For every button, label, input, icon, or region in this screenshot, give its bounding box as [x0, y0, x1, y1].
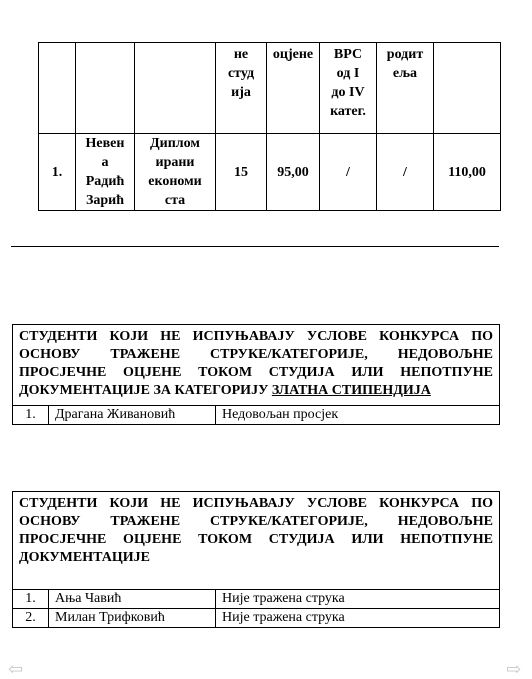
- ineligible-list: [13, 589, 499, 627]
- ineligible-students-box: [12, 491, 500, 628]
- item-name: Милан Трифковић: [49, 609, 216, 628]
- row-vrs: /: [320, 134, 377, 211]
- header-cell: [135, 43, 216, 134]
- header-grade: оцјене: [267, 43, 320, 134]
- scholarship-ranking-table: [38, 42, 501, 211]
- horizontal-divider: [11, 246, 499, 247]
- row-grade: 95,00: [267, 134, 320, 211]
- row-total: 110,00: [434, 134, 501, 211]
- row-profession: Диплом ирани економи ста: [135, 134, 216, 211]
- item-number: 2.: [13, 609, 49, 628]
- box-title: СТУДЕНТИ КОЈИ НЕ ИСПУЊАВАЈУ УСЛОВЕ КОНКУРСА ПО ОСНОВУ ТРАЖЕНЕ СТРУКЕ/КАТЕГОРИЈЕ, НЕДОВОЉНЕ ПРОСЈЕЧНЕ ОЦЈЕНЕ ТОКОМ СТУДИЈА ИЛИ НЕПОТПУНЕ ДОКУМЕНТАЦИЈЕ: [19, 496, 493, 565]
- list-item: [13, 406, 499, 425]
- header-cell: [76, 43, 135, 134]
- item-name: Ања Чавић: [49, 590, 216, 609]
- table-header-row: [39, 43, 501, 134]
- item-name: Драгана Живановић: [49, 406, 216, 425]
- header-parents: родит еља: [377, 43, 434, 134]
- item-reason: Није тражена струка: [216, 590, 500, 609]
- ineligible-list: [13, 405, 499, 424]
- header-vrs: ВРС од I до IV катег.: [320, 43, 377, 134]
- row-number: 1.: [39, 134, 76, 211]
- box-title: СТУДЕНТИ КОЈИ НЕ ИСПУЊАВАЈУ УСЛОВЕ КОНКУРСА ПО ОСНОВУ ТРАЖЕНЕ СТРУКЕ/КАТЕГОРИЈЕ, НЕДОВОЉНЕ ПРОСЈЕЧНЕ ОЦЈЕНЕ ТОКОМ СТУДИЈА ИЛИ НЕПОТПУНЕ ДОКУМЕНТАЦИЈЕ ЗА КАТЕГОРИЈУ ЗЛАТНА СТИПЕНДИЈА: [19, 329, 493, 398]
- list-item: [13, 609, 499, 628]
- item-number: 1.: [13, 406, 49, 425]
- list-item: [13, 590, 499, 609]
- row-years: 15: [216, 134, 267, 211]
- left-arrow-icon[interactable]: ⇦: [8, 659, 24, 679]
- header-cell: [434, 43, 501, 134]
- item-reason: Није тражена струка: [216, 609, 500, 628]
- row-name: Невен а Радић Зарић: [76, 134, 135, 211]
- category-name: ЗЛАТНА СТИПЕНДИЈА: [271, 383, 431, 398]
- table-row: [39, 134, 501, 211]
- item-reason: Недовољан просјек: [216, 406, 500, 425]
- header-years: не студ ија: [216, 43, 267, 134]
- right-arrow-icon[interactable]: ⇨: [506, 659, 522, 679]
- item-number: 1.: [13, 590, 49, 609]
- header-cell: [39, 43, 76, 134]
- ineligible-gold-scholarship-box: [12, 324, 500, 425]
- row-parents: /: [377, 134, 434, 211]
